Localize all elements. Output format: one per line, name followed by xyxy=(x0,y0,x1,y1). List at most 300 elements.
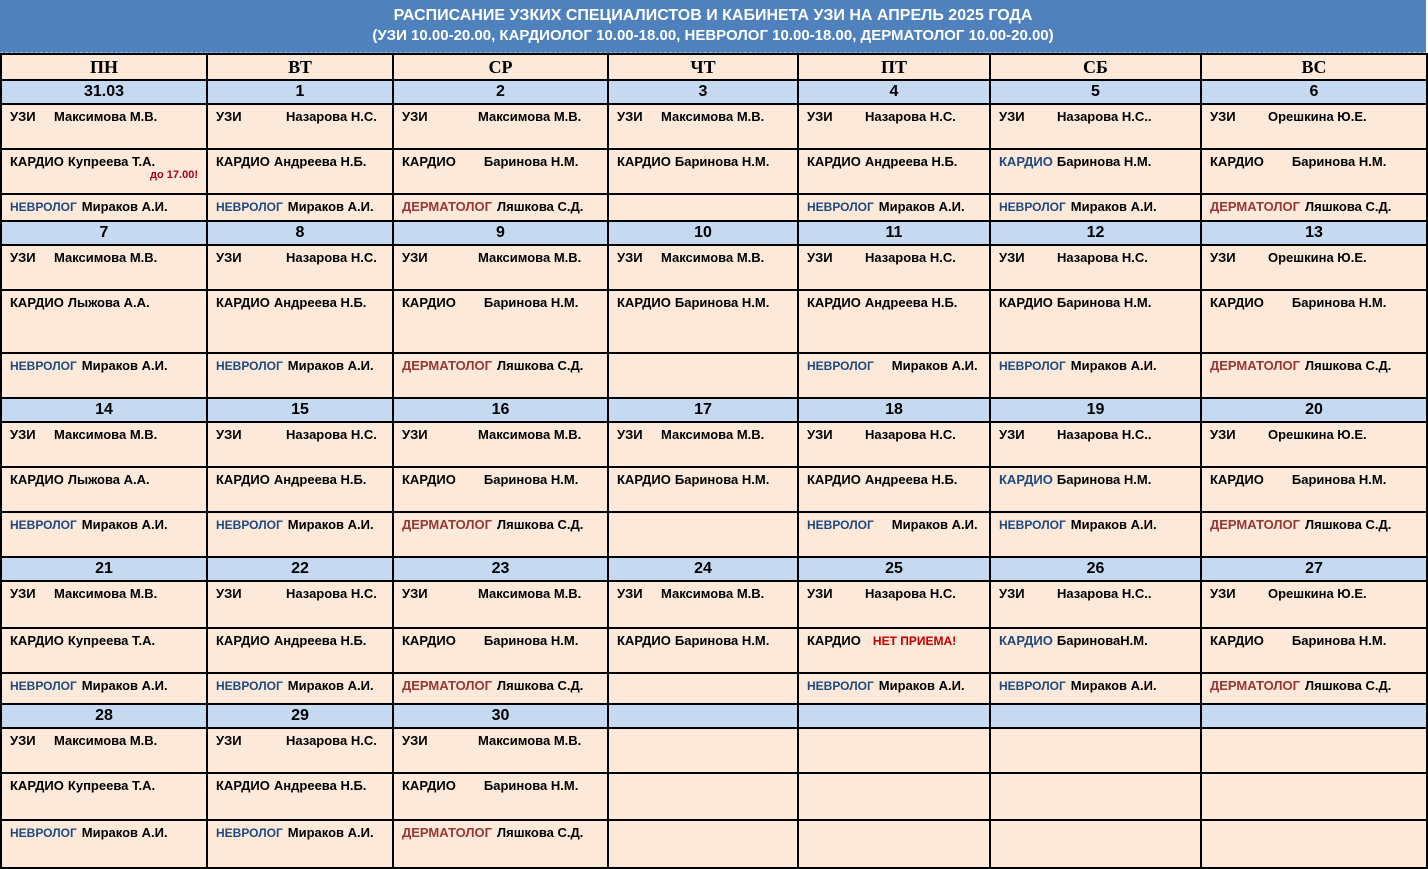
dermatolog-label: ДЕРМАТОЛОГ xyxy=(402,825,493,840)
date-cell-sun: 27 xyxy=(1201,557,1427,581)
date-cell-sat: 12 xyxy=(990,221,1201,245)
nevrolog-doctor-name: Мираков А.И. xyxy=(878,199,965,214)
specialist-cell-sat xyxy=(990,512,1201,557)
uzi-cell-fri xyxy=(798,422,990,467)
kardio-label: КАРДИО xyxy=(10,295,64,310)
uzi-doctor-name: Назарова Н.С. xyxy=(865,250,956,265)
uzi-label: УЗИ xyxy=(617,427,643,442)
specialist-cell-tue xyxy=(207,353,393,398)
date-cell-mon: 14 xyxy=(1,398,207,422)
nevrolog-label: НЕВРОЛОГ xyxy=(807,200,874,214)
kardio-doctor-name: Купреева Т.А. xyxy=(67,778,156,793)
uzi-label: УЗИ xyxy=(1210,586,1236,601)
uzi-cell-sun xyxy=(1201,422,1427,467)
kardio-doctor-name: Баринова Н.М. xyxy=(674,472,770,487)
nevrolog-label: НЕВРОЛОГ xyxy=(216,679,283,693)
kardio-label: КАРДИО xyxy=(999,472,1053,487)
kardio-cell-wed xyxy=(393,149,608,194)
uzi-cell-mon xyxy=(1,104,207,149)
kardio-label: КАРДИО xyxy=(1210,295,1264,310)
kardio-label: КАРДИО xyxy=(617,633,671,648)
kardio-label: КАРДИО xyxy=(402,633,456,648)
schedule-body xyxy=(1,54,1427,868)
date-cell-wed: 23 xyxy=(393,557,608,581)
nevrolog-doctor-name: Мираков А.И. xyxy=(287,678,374,693)
uzi-cell-wed xyxy=(393,581,608,628)
kardio-doctor-name: Баринова Н.М. xyxy=(483,633,579,648)
kardio-doctor-name: Баринова Н.М. xyxy=(1056,472,1152,487)
kardio-doctor-name: Баринова Н.М. xyxy=(1291,295,1387,310)
uzi-label: УЗИ xyxy=(402,250,428,265)
uzi-cell-sat xyxy=(990,728,1201,773)
uzi-label: УЗИ xyxy=(807,586,833,601)
date-cell-fri: 4 xyxy=(798,80,990,104)
nevrolog-label: НЕВРОЛОГ xyxy=(807,518,874,532)
uzi-row xyxy=(1,104,1427,149)
dermatolog-label: ДЕРМАТОЛОГ xyxy=(402,517,493,532)
kardio-time-note: до 17.00! xyxy=(150,169,198,181)
kardio-doctor-name: Баринова Н.М. xyxy=(674,154,770,169)
kardio-label: КАРДИО xyxy=(402,154,456,169)
nevrolog-doctor-name: Мираков А.И. xyxy=(1070,678,1157,693)
date-cell-sun xyxy=(1201,704,1427,728)
uzi-cell-sat xyxy=(990,581,1201,628)
kardio-label: КАРДИО xyxy=(216,472,270,487)
date-cell-wed: 16 xyxy=(393,398,608,422)
date-cell-tue: 15 xyxy=(207,398,393,422)
nevrolog-doctor-name: Мираков А.И. xyxy=(81,358,168,373)
kardio-cell-fri xyxy=(798,467,990,512)
uzi-label: УЗИ xyxy=(1210,250,1236,265)
kardio-label: КАРДИО xyxy=(999,633,1053,648)
uzi-cell-tue xyxy=(207,104,393,149)
nevrolog-doctor-name: Мираков А.И. xyxy=(891,517,978,532)
specialist-cell-sat xyxy=(990,194,1201,221)
dermatolog-doctor-name: Ляшкова С.Д. xyxy=(1305,678,1392,693)
specialist-row xyxy=(1,353,1427,398)
uzi-cell-thu xyxy=(608,728,798,773)
kardio-doctor-name: Андреева Н.Б. xyxy=(273,633,367,648)
page-title-banner xyxy=(0,0,1426,53)
dermatolog-label: ДЕРМАТОЛОГ xyxy=(402,199,493,214)
no-appointment-note: НЕТ ПРИЕМА! xyxy=(872,634,957,648)
nevrolog-doctor-name: Мираков А.И. xyxy=(287,517,374,532)
specialist-cell-sun xyxy=(1201,673,1427,704)
uzi-doctor-name: Назарова Н.С. xyxy=(286,109,377,124)
nevrolog-label: НЕВРОЛОГ xyxy=(216,518,283,532)
kardio-label: КАРДИО xyxy=(999,295,1053,310)
kardio-cell-wed xyxy=(393,773,608,820)
uzi-cell-wed xyxy=(393,422,608,467)
dermatolog-doctor-name: Ляшкова С.Д. xyxy=(497,825,584,840)
kardio-doctor-name: Купреева Т.А. xyxy=(67,633,156,648)
date-cell-mon: 28 xyxy=(1,704,207,728)
kardio-label: КАРДИО xyxy=(10,154,64,169)
uzi-cell-fri xyxy=(798,245,990,290)
kardio-doctor-name: Лыжова А.А. xyxy=(67,472,150,487)
date-cell-tue: 29 xyxy=(207,704,393,728)
weekday-tue: ВТ xyxy=(207,54,393,80)
kardio-cell-mon xyxy=(1,773,207,820)
date-cell-thu: 10 xyxy=(608,221,798,245)
kardio-label: КАРДИО xyxy=(617,154,671,169)
dermatolog-doctor-name: Ляшкова С.Д. xyxy=(1305,199,1392,214)
kardio-cell-thu xyxy=(608,290,798,353)
nevrolog-label: НЕВРОЛОГ xyxy=(10,200,77,214)
kardio-cell-sat xyxy=(990,628,1201,673)
uzi-row xyxy=(1,245,1427,290)
nevrolog-label: НЕВРОЛОГ xyxy=(999,200,1066,214)
date-cell-mon: 21 xyxy=(1,557,207,581)
kardio-label: КАРДИО xyxy=(216,295,270,310)
nevrolog-doctor-name: Мираков А.И. xyxy=(287,825,374,840)
specialist-cell-fri xyxy=(798,194,990,221)
specialist-cell-mon xyxy=(1,353,207,398)
uzi-label: УЗИ xyxy=(216,250,242,265)
uzi-label: УЗИ xyxy=(10,427,36,442)
date-cell-thu: 24 xyxy=(608,557,798,581)
uzi-cell-sat xyxy=(990,422,1201,467)
date-row xyxy=(1,80,1427,104)
date-cell-wed: 30 xyxy=(393,704,608,728)
uzi-doctor-name: Максимова М.В. xyxy=(661,427,765,442)
kardio-doctor-name: Андреева Н.Б. xyxy=(273,472,367,487)
kardio-cell-mon xyxy=(1,290,207,353)
specialist-cell-thu xyxy=(608,512,798,557)
kardio-label: КАРДИО xyxy=(807,295,861,310)
nevrolog-doctor-name: Мираков А.И. xyxy=(1070,199,1157,214)
uzi-doctor-name: Назарова Н.С.. xyxy=(1057,109,1152,124)
kardio-cell-mon xyxy=(1,149,207,194)
uzi-label: УЗИ xyxy=(617,109,643,124)
uzi-label: УЗИ xyxy=(999,586,1025,601)
nevrolog-label: НЕВРОЛОГ xyxy=(999,359,1066,373)
dermatolog-doctor-name: Ляшкова С.Д. xyxy=(1305,358,1392,373)
kardio-doctor-name: Купреева Т.А. xyxy=(67,154,156,169)
kardio-cell-sun xyxy=(1201,628,1427,673)
specialist-cell-mon xyxy=(1,673,207,704)
date-row xyxy=(1,398,1427,422)
uzi-label: УЗИ xyxy=(617,250,643,265)
uzi-label: УЗИ xyxy=(1210,427,1236,442)
dermatolog-doctor-name: Ляшкова С.Д. xyxy=(497,358,584,373)
date-cell-thu xyxy=(608,704,798,728)
nevrolog-label: НЕВРОЛОГ xyxy=(807,359,874,373)
weekday-fri: ПТ xyxy=(798,54,990,80)
uzi-doctor-name: Орешкина Ю.Е. xyxy=(1268,109,1367,124)
kardio-cell-sun xyxy=(1201,773,1427,820)
date-cell-fri: 11 xyxy=(798,221,990,245)
kardio-doctor-name: Баринова Н.М. xyxy=(483,295,579,310)
uzi-cell-tue xyxy=(207,245,393,290)
specialist-cell-sun xyxy=(1201,820,1427,868)
uzi-doctor-name: Назарова Н.С. xyxy=(865,586,956,601)
nevrolog-doctor-name: Мираков А.И. xyxy=(1070,358,1157,373)
uzi-doctor-name: Назарова Н.С. xyxy=(865,427,956,442)
kardio-cell-fri xyxy=(798,149,990,194)
uzi-cell-sat xyxy=(990,104,1201,149)
kardio-cell-mon xyxy=(1,628,207,673)
nevrolog-doctor-name: Мираков А.И. xyxy=(81,678,168,693)
kardio-doctor-name: Баринова Н.М. xyxy=(1291,472,1387,487)
specialist-cell-sun xyxy=(1201,194,1427,221)
kardio-cell-sun xyxy=(1201,290,1427,353)
kardio-label: КАРДИО xyxy=(807,472,861,487)
specialist-cell-thu xyxy=(608,673,798,704)
dermatolog-doctor-name: Ляшкова С.Д. xyxy=(497,517,584,532)
kardio-doctor-name: Баринова Н.М. xyxy=(1056,295,1152,310)
specialist-cell-thu xyxy=(608,194,798,221)
uzi-label: УЗИ xyxy=(216,586,242,601)
kardio-doctor-name: Баринова Н.М. xyxy=(1056,154,1152,169)
uzi-cell-thu xyxy=(608,581,798,628)
specialist-cell-fri xyxy=(798,820,990,868)
weekday-mon: ПН xyxy=(1,54,207,80)
specialist-cell-fri xyxy=(798,673,990,704)
uzi-label: УЗИ xyxy=(10,109,36,124)
kardio-row xyxy=(1,467,1427,512)
uzi-cell-tue xyxy=(207,581,393,628)
uzi-doctor-name: Максимова М.В. xyxy=(478,250,582,265)
uzi-cell-wed xyxy=(393,104,608,149)
specialist-row xyxy=(1,512,1427,557)
specialist-cell-sat xyxy=(990,353,1201,398)
dermatolog-label: ДЕРМАТОЛОГ xyxy=(1210,678,1301,693)
date-cell-fri: 25 xyxy=(798,557,990,581)
uzi-doctor-name: Максимова М.В. xyxy=(54,427,158,442)
uzi-cell-mon xyxy=(1,422,207,467)
kardio-cell-fri xyxy=(798,628,990,673)
uzi-doctor-name: Орешкина Ю.Е. xyxy=(1268,250,1367,265)
kardio-cell-sat xyxy=(990,773,1201,820)
kardio-doctor-name: Баринова Н.М. xyxy=(483,154,579,169)
uzi-doctor-name: Назарова Н.С. xyxy=(286,733,377,748)
kardio-row xyxy=(1,628,1427,673)
kardio-doctor-name: Андреева Н.Б. xyxy=(273,154,367,169)
uzi-cell-sun xyxy=(1201,728,1427,773)
specialist-cell-mon xyxy=(1,512,207,557)
specialist-cell-tue xyxy=(207,820,393,868)
kardio-row xyxy=(1,149,1427,194)
uzi-row xyxy=(1,422,1427,467)
date-cell-wed: 2 xyxy=(393,80,608,104)
uzi-label: УЗИ xyxy=(402,733,428,748)
kardio-doctor-name: Андреева Н.Б. xyxy=(864,154,958,169)
uzi-cell-tue xyxy=(207,422,393,467)
kardio-label: КАРДИО xyxy=(1210,633,1264,648)
uzi-label: УЗИ xyxy=(10,250,36,265)
date-cell-sat: 5 xyxy=(990,80,1201,104)
date-cell-sun: 13 xyxy=(1201,221,1427,245)
uzi-cell-fri xyxy=(798,581,990,628)
date-cell-mon: 31.03 xyxy=(1,80,207,104)
uzi-doctor-name: Максимова М.В. xyxy=(478,109,582,124)
uzi-label: УЗИ xyxy=(999,427,1025,442)
specialist-cell-tue xyxy=(207,673,393,704)
uzi-doctor-name: Максимова М.В. xyxy=(54,109,158,124)
kardio-doctor-name: Баринова Н.М. xyxy=(483,472,579,487)
schedule-table xyxy=(0,53,1428,869)
dermatolog-doctor-name: Ляшкова С.Д. xyxy=(497,199,584,214)
date-row xyxy=(1,704,1427,728)
specialist-cell-mon xyxy=(1,194,207,221)
kardio-doctor-name: Баринова Н.М. xyxy=(1291,154,1387,169)
kardio-label: КАРДИО xyxy=(402,778,456,793)
nevrolog-label: НЕВРОЛОГ xyxy=(216,200,283,214)
uzi-label: УЗИ xyxy=(10,733,36,748)
nevrolog-doctor-name: Мираков А.И. xyxy=(287,358,374,373)
kardio-label: КАРДИО xyxy=(10,472,64,487)
uzi-doctor-name: Максимова М.В. xyxy=(661,586,765,601)
nevrolog-label: НЕВРОЛОГ xyxy=(10,518,77,532)
kardio-doctor-name: Андреева Н.Б. xyxy=(864,295,958,310)
specialist-cell-thu xyxy=(608,820,798,868)
specialist-row xyxy=(1,194,1427,221)
kardio-row xyxy=(1,290,1427,353)
specialist-cell-wed xyxy=(393,194,608,221)
uzi-doctor-name: Максимова М.В. xyxy=(54,733,158,748)
nevrolog-label: НЕВРОЛОГ xyxy=(999,518,1066,532)
specialist-cell-fri xyxy=(798,512,990,557)
date-cell-thu: 17 xyxy=(608,398,798,422)
nevrolog-doctor-name: Мираков А.И. xyxy=(1070,517,1157,532)
kardio-cell-sat xyxy=(990,149,1201,194)
specialist-cell-wed xyxy=(393,512,608,557)
nevrolog-label: НЕВРОЛОГ xyxy=(216,359,283,373)
weekday-wed: СР xyxy=(393,54,608,80)
dermatolog-doctor-name: Ляшкова С.Д. xyxy=(497,678,584,693)
date-cell-fri xyxy=(798,704,990,728)
uzi-doctor-name: Орешкина Ю.Е. xyxy=(1268,427,1367,442)
nevrolog-label: НЕВРОЛОГ xyxy=(999,679,1066,693)
date-cell-sat xyxy=(990,704,1201,728)
uzi-label: УЗИ xyxy=(1210,109,1236,124)
kardio-doctor-name: Баринова Н.М. xyxy=(1291,633,1387,648)
date-cell-sun: 20 xyxy=(1201,398,1427,422)
kardio-cell-thu xyxy=(608,149,798,194)
nevrolog-label: НЕВРОЛОГ xyxy=(807,679,874,693)
kardio-label: КАРДИО xyxy=(10,633,64,648)
date-cell-mon: 7 xyxy=(1,221,207,245)
uzi-cell-sat xyxy=(990,245,1201,290)
specialist-cell-tue xyxy=(207,512,393,557)
kardio-row xyxy=(1,773,1427,820)
uzi-label: УЗИ xyxy=(617,586,643,601)
uzi-doctor-name: Назарова Н.С. xyxy=(286,427,377,442)
kardio-cell-fri xyxy=(798,290,990,353)
uzi-label: УЗИ xyxy=(10,586,36,601)
uzi-doctor-name: Максимова М.В. xyxy=(54,250,158,265)
kardio-cell-sun xyxy=(1201,149,1427,194)
uzi-cell-tue xyxy=(207,728,393,773)
specialist-cell-thu xyxy=(608,353,798,398)
uzi-cell-sun xyxy=(1201,104,1427,149)
uzi-cell-fri xyxy=(798,728,990,773)
uzi-doctor-name: Назарова Н.С. xyxy=(286,586,377,601)
kardio-label: КАРДИО xyxy=(1210,154,1264,169)
kardio-label: КАРДИО xyxy=(617,472,671,487)
uzi-row xyxy=(1,581,1427,628)
uzi-doctor-name: Максимова М.В. xyxy=(478,733,582,748)
uzi-label: УЗИ xyxy=(807,250,833,265)
kardio-label: КАРДИО xyxy=(807,154,861,169)
kardio-cell-mon xyxy=(1,467,207,512)
date-row xyxy=(1,221,1427,245)
kardio-doctor-name: Лыжова А.А. xyxy=(67,295,150,310)
dermatolog-label: ДЕРМАТОЛОГ xyxy=(402,358,493,373)
kardio-cell-tue xyxy=(207,290,393,353)
kardio-label: КАРДИО xyxy=(1210,472,1264,487)
kardio-label: КАРДИО xyxy=(216,778,270,793)
kardio-label: КАРДИО xyxy=(10,778,64,793)
nevrolog-doctor-name: Мираков А.И. xyxy=(81,199,168,214)
uzi-doctor-name: Максимова М.В. xyxy=(661,250,765,265)
specialist-cell-tue xyxy=(207,194,393,221)
kardio-cell-wed xyxy=(393,628,608,673)
kardio-doctor-name: Андреева Н.Б. xyxy=(864,472,958,487)
uzi-cell-mon xyxy=(1,245,207,290)
uzi-row xyxy=(1,728,1427,773)
nevrolog-doctor-name: Мираков А.И. xyxy=(81,517,168,532)
uzi-label: УЗИ xyxy=(999,250,1025,265)
nevrolog-doctor-name: Мираков А.И. xyxy=(287,199,374,214)
uzi-doctor-name: Назарова Н.С. xyxy=(286,250,377,265)
specialist-cell-sun xyxy=(1201,353,1427,398)
uzi-doctor-name: Назарова Н.С.. xyxy=(1057,586,1152,601)
specialist-cell-fri xyxy=(798,353,990,398)
kardio-cell-thu xyxy=(608,773,798,820)
kardio-label: КАРДИО xyxy=(402,295,456,310)
specialist-cell-mon xyxy=(1,820,207,868)
date-cell-fri: 18 xyxy=(798,398,990,422)
uzi-label: УЗИ xyxy=(216,109,242,124)
uzi-cell-thu xyxy=(608,245,798,290)
kardio-doctor-name: Баринова Н.М. xyxy=(674,633,770,648)
nevrolog-doctor-name: Мираков А.И. xyxy=(878,678,965,693)
uzi-cell-sun xyxy=(1201,581,1427,628)
uzi-doctor-name: Максимова М.В. xyxy=(54,586,158,601)
uzi-label: УЗИ xyxy=(216,427,242,442)
kardio-doctor-name: Баринова Н.М. xyxy=(674,295,770,310)
uzi-doctor-name: Назарова Н.С. xyxy=(865,109,956,124)
specialist-cell-wed xyxy=(393,673,608,704)
kardio-cell-fri xyxy=(798,773,990,820)
kardio-label: КАРДИО xyxy=(216,633,270,648)
kardio-cell-wed xyxy=(393,467,608,512)
kardio-cell-tue xyxy=(207,467,393,512)
weekday-thu: ЧТ xyxy=(608,54,798,80)
uzi-doctor-name: Максимова М.В. xyxy=(661,109,765,124)
dermatolog-doctor-name: Ляшкова С.Д. xyxy=(1305,517,1392,532)
specialist-row xyxy=(1,673,1427,704)
kardio-cell-sat xyxy=(990,290,1201,353)
uzi-cell-wed xyxy=(393,728,608,773)
uzi-doctor-name: Максимова М.В. xyxy=(478,586,582,601)
date-cell-sat: 26 xyxy=(990,557,1201,581)
uzi-label: УЗИ xyxy=(999,109,1025,124)
uzi-cell-fri xyxy=(798,104,990,149)
nevrolog-label: НЕВРОЛОГ xyxy=(10,359,77,373)
page-subtitle-hours: (УЗИ 10.00-20.00, КАРДИОЛОГ 10.00-18.00, НЕВРОЛОГ 10.00-18.00, ДЕРМАТОЛОГ 10.00-20.00) xyxy=(372,27,1054,44)
kardio-doctor-name: Андреева Н.Б. xyxy=(273,778,367,793)
date-cell-wed: 9 xyxy=(393,221,608,245)
dermatolog-label: ДЕРМАТОЛОГ xyxy=(1210,199,1301,214)
uzi-cell-thu xyxy=(608,422,798,467)
uzi-cell-thu xyxy=(608,104,798,149)
uzi-label: УЗИ xyxy=(807,427,833,442)
kardio-label: КАРДИО xyxy=(402,472,456,487)
uzi-doctor-name: Назарова Н.С. xyxy=(1057,250,1148,265)
